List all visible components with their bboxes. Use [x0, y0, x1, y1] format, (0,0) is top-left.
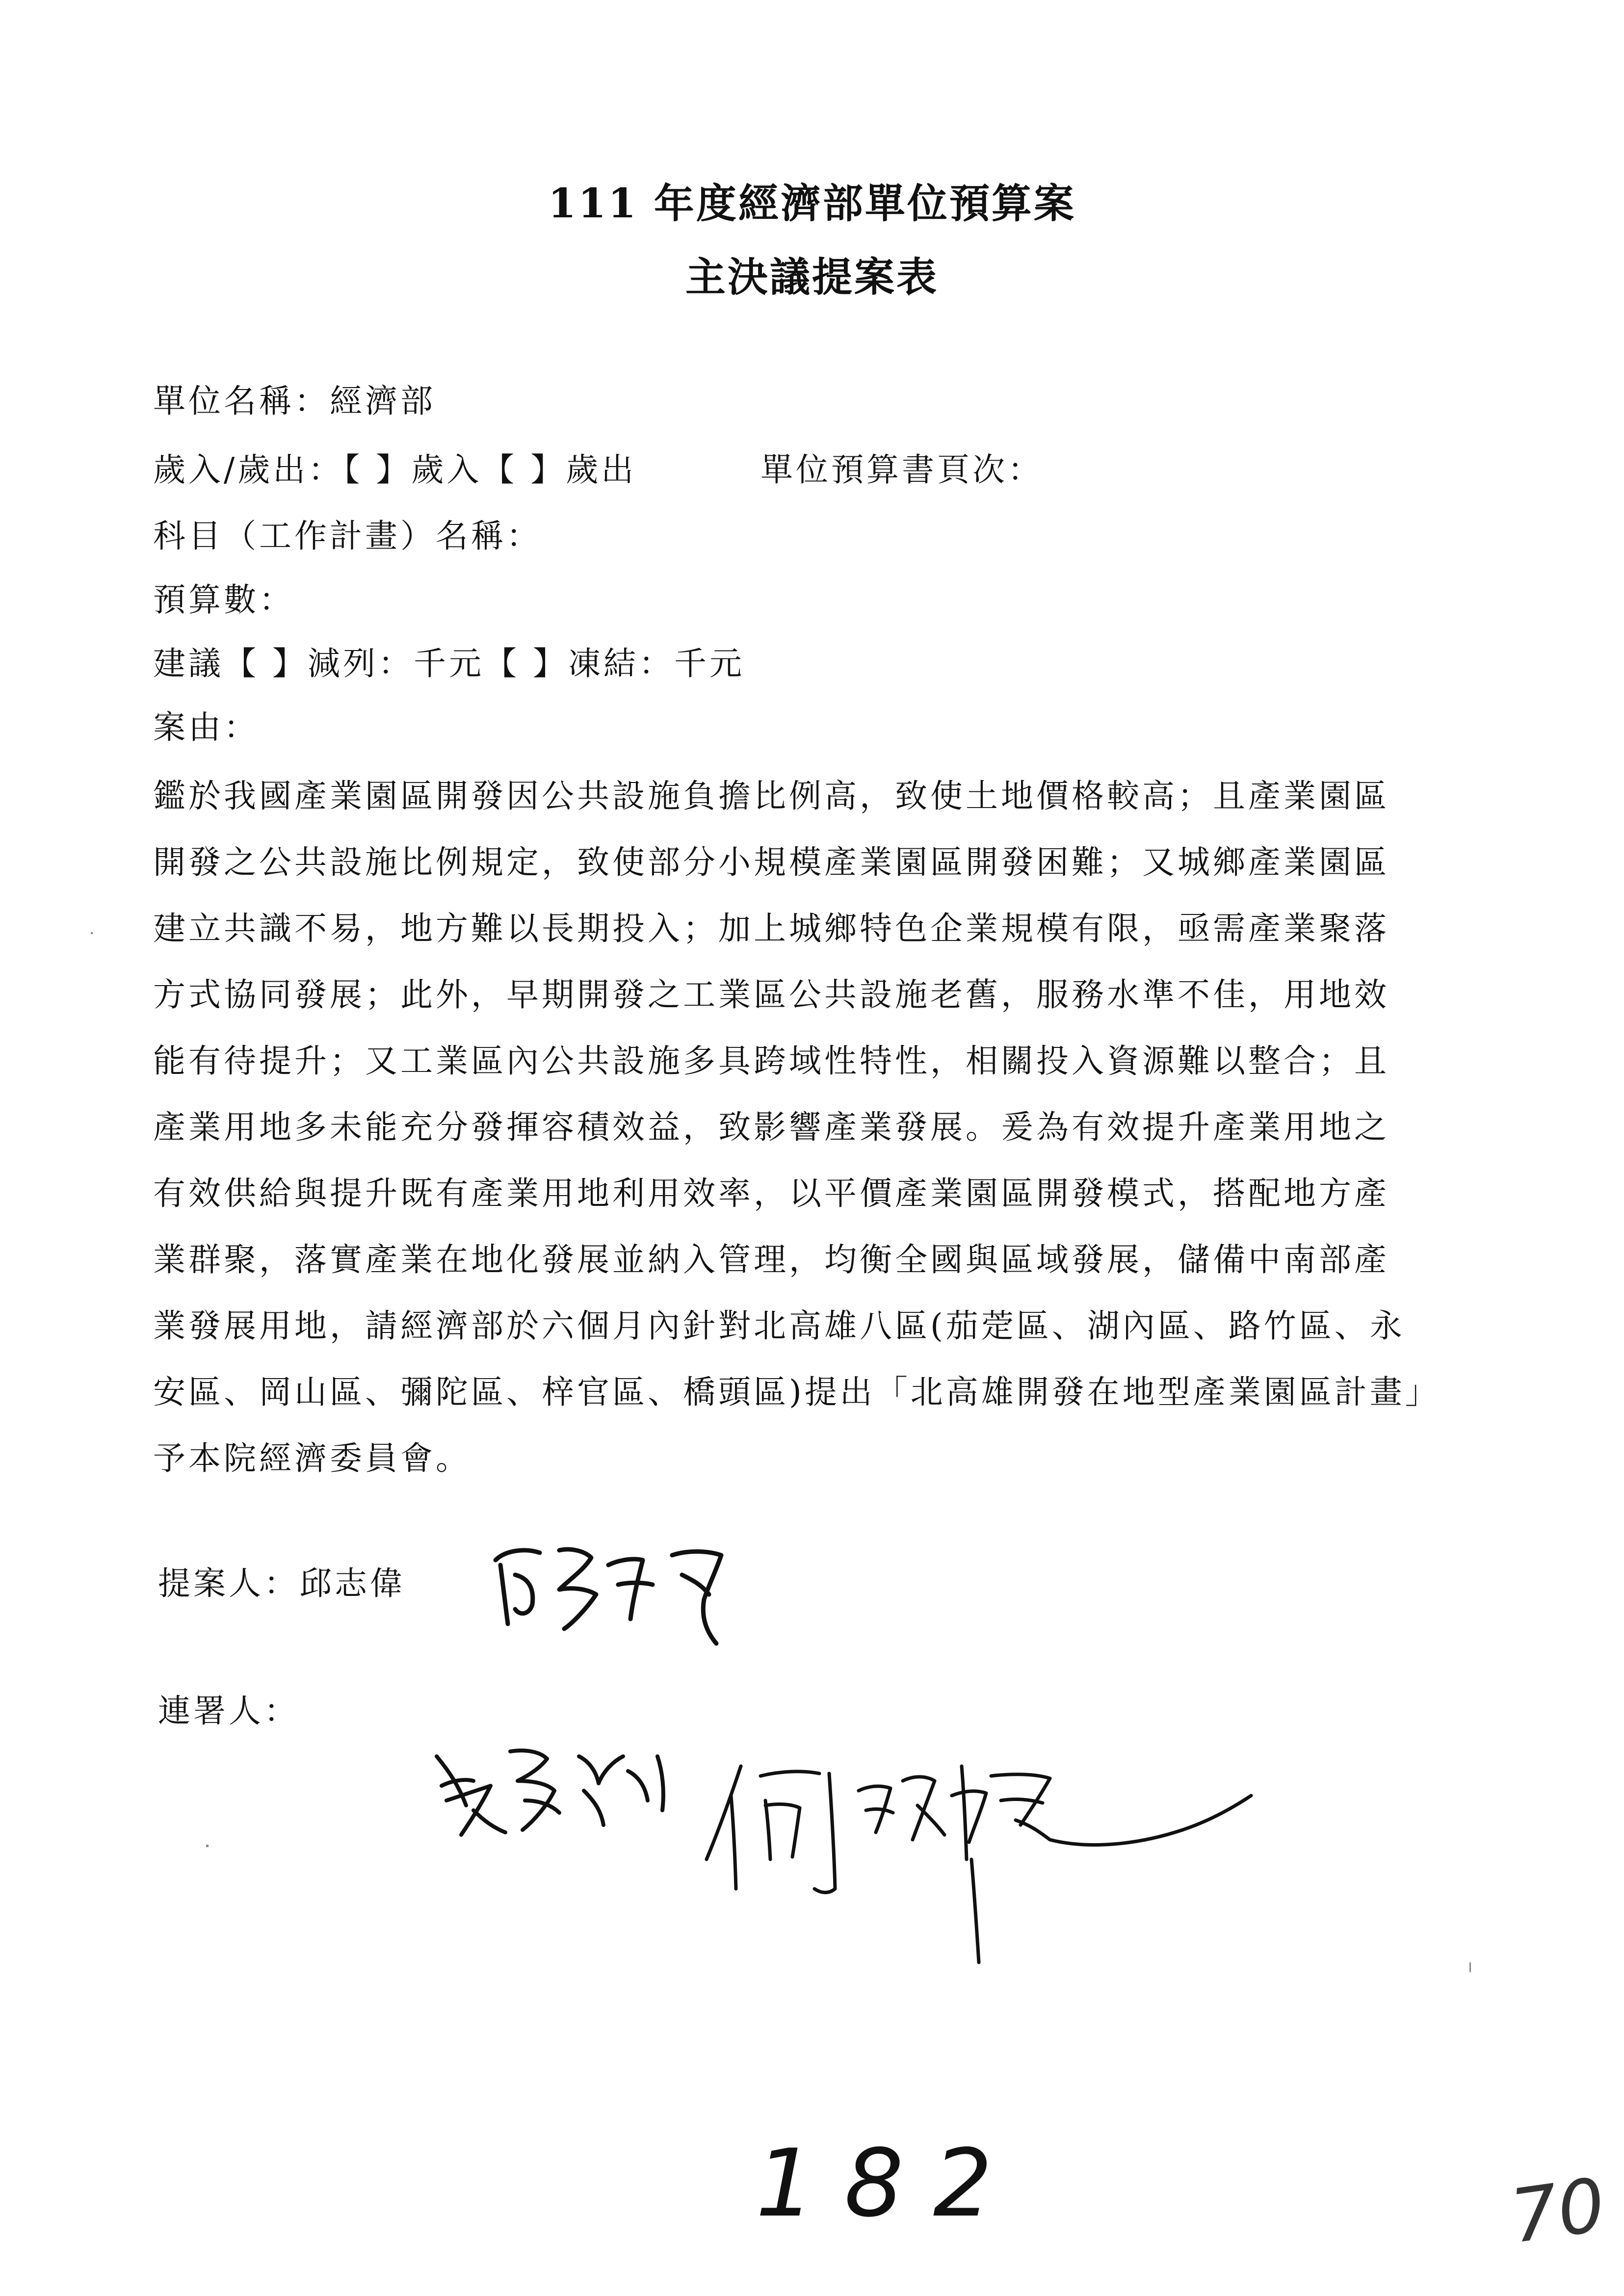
- suggestion-field: 建議【 】減列：千元【 】凍結：千元: [153, 645, 745, 682]
- proposer-signature: [486, 1531, 760, 1658]
- budget-amount-field: 預算數：: [153, 581, 294, 619]
- document-title: 111 年度經濟部單位預算案: [548, 180, 1076, 227]
- scan-speck: [206, 1845, 209, 1847]
- reason-line: 有效供給與提升既有產業用地利用效率，以平價產業園區開發模式，搭配地方產: [153, 1174, 1389, 1212]
- budget-page-field: 單位預算書頁次：: [760, 451, 1043, 489]
- revenue-expense-field: 歲入/歲出：【 】歲入【 】歲出: [153, 451, 637, 489]
- reason-line: 業群聚，落實產業在地化發展並納入管理，均衡全國與區域發展，儲備中南部產: [153, 1241, 1389, 1278]
- scan-speck: [91, 932, 93, 934]
- cosigner-signature-2: [697, 1747, 1261, 1982]
- corner-number: 70: [1505, 2162, 1611, 2260]
- reason-line: 業發展用地，請經濟部於六個月內針對北高雄八區(茄萣區、湖內區、路竹區、永: [153, 1307, 1405, 1345]
- cosigner-label: 連署人：: [158, 1692, 299, 1730]
- reason-line: 建立共識不易，地方難以長期投入；加上城鄉特色企業規模有限，亟需產業聚落: [153, 910, 1389, 947]
- reason-line: 方式協同發展；此外，早期開發之工業區公共設施老舊，服務水準不佳，用地效: [153, 976, 1389, 1014]
- unit-name-field: 單位名稱：經濟部: [153, 382, 436, 420]
- reason-line: 安區、岡山區、彌陀區、梓官區、橋頭區)提出「北高雄開發在地型產業園區計畫」: [153, 1373, 1441, 1411]
- subject-field: 科目（工作計畫）名稱：: [153, 517, 542, 555]
- reason-line: 予本院經濟委員會。: [153, 1439, 471, 1477]
- scan-speck: [1469, 1962, 1471, 1972]
- reason-line: 開發之公共設施比例規定，致使部分小規模產業園區開發困難；又城鄉產業園區: [153, 843, 1389, 881]
- reason-line: 鑑於我國產業園區開發因公共設施負擔比例高，致使土地價格較高；且產業園區: [153, 777, 1389, 815]
- page-number: 182: [756, 2129, 1022, 2238]
- proposer-label: 提案人：邱志偉: [158, 1565, 405, 1602]
- reason-line: 產業用地多未能充分發揮容積效益，致影響產業發展。爰為有效提升產業用地之: [153, 1108, 1389, 1146]
- document-subtitle: 主決議提案表: [685, 254, 939, 301]
- reason-line: 能有待提升；又工業區內公共設施多具跨域性特性，相關投入資源難以整合；且: [153, 1042, 1389, 1080]
- reason-label: 案由：: [153, 708, 259, 746]
- cosigner-signature-1: [427, 1727, 682, 1854]
